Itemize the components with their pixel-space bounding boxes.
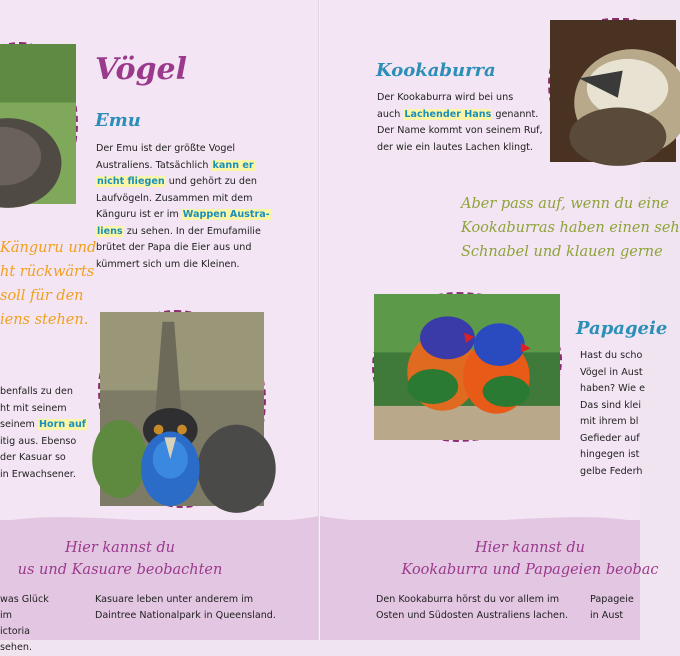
emu-photo (0, 42, 78, 206)
right-footer-col1: Den Kookaburra hörst du vor allem im Osten und Südosten Australiens lachen. (376, 594, 569, 621)
lorikeet-photo (372, 292, 562, 442)
right-footer-col2: Papageie in Aust (590, 594, 634, 621)
right-footer-heading: Hier kannst du Kookaburra und Papageien beobac (401, 540, 659, 578)
right-page (320, 0, 680, 640)
papagei-heading: Papageie (576, 318, 668, 339)
emu-heading: Emu (95, 110, 141, 131)
kookaburra-photo (548, 18, 678, 164)
left-quote: Känguru und ht rückwärts soll für den iens stehen. (0, 240, 97, 328)
emu-text: Der Emu ist der größte Vogel Australiens. Tatsächlich kann er nicht fliegen und gehört zu den Laufvögeln. Zusammen mit dem Känguru ist er im Wappen Austra- liens zu sehen. In der Emufamilie brütet der Papa die Eier aus und kümmert sich um die Kleinen. (96, 143, 270, 270)
highlight-lachender-hans: Lachender Hans (404, 108, 492, 120)
left-footer-heading: Hier kannst du us und Kasuare beobachten (17, 540, 223, 578)
kasuar-text: benfalls zu den ht mit seinem seinem Horn auf itig aus. Ebenso der Kasuar so in Erwachsener. (0, 386, 86, 480)
highlight-liens: liens (97, 225, 123, 237)
kookaburra-text: Der Kookaburra wird bei uns auch Lachender Hans genannt. Der Name kommt von seinem Ruf, der wie ein lautes Lachen klingt. (377, 92, 543, 153)
left-footer-col1: was Glück im ictoria sehen. (0, 594, 49, 653)
highlight-horn-auf: Horn auf (38, 419, 86, 430)
papagei-text: Hast du scho Vögel in Aust haben? Wie e Das sind klei mit ihrem bl Gefieder auf hingegen ist gelbe Federh (580, 350, 645, 477)
left-footer-col2: Kasuare leben unter anderem im Daintree Nationalpark in Queensland. (95, 594, 276, 621)
left-page (0, 0, 320, 653)
page-title: Vögel (95, 52, 187, 87)
kookaburra-heading: Kookaburra (376, 60, 496, 81)
cassowary-photo (98, 310, 266, 508)
highlight-kann-er: kann er (212, 159, 254, 171)
highlight-wappen: Wappen Austra- (182, 209, 270, 220)
highlight-nicht-fliegen: nicht fliegen (97, 176, 165, 187)
right-quote: Aber pass auf, wenn du eine Kookaburras haben einen seh Schnabel und klauen gerne (461, 196, 680, 260)
